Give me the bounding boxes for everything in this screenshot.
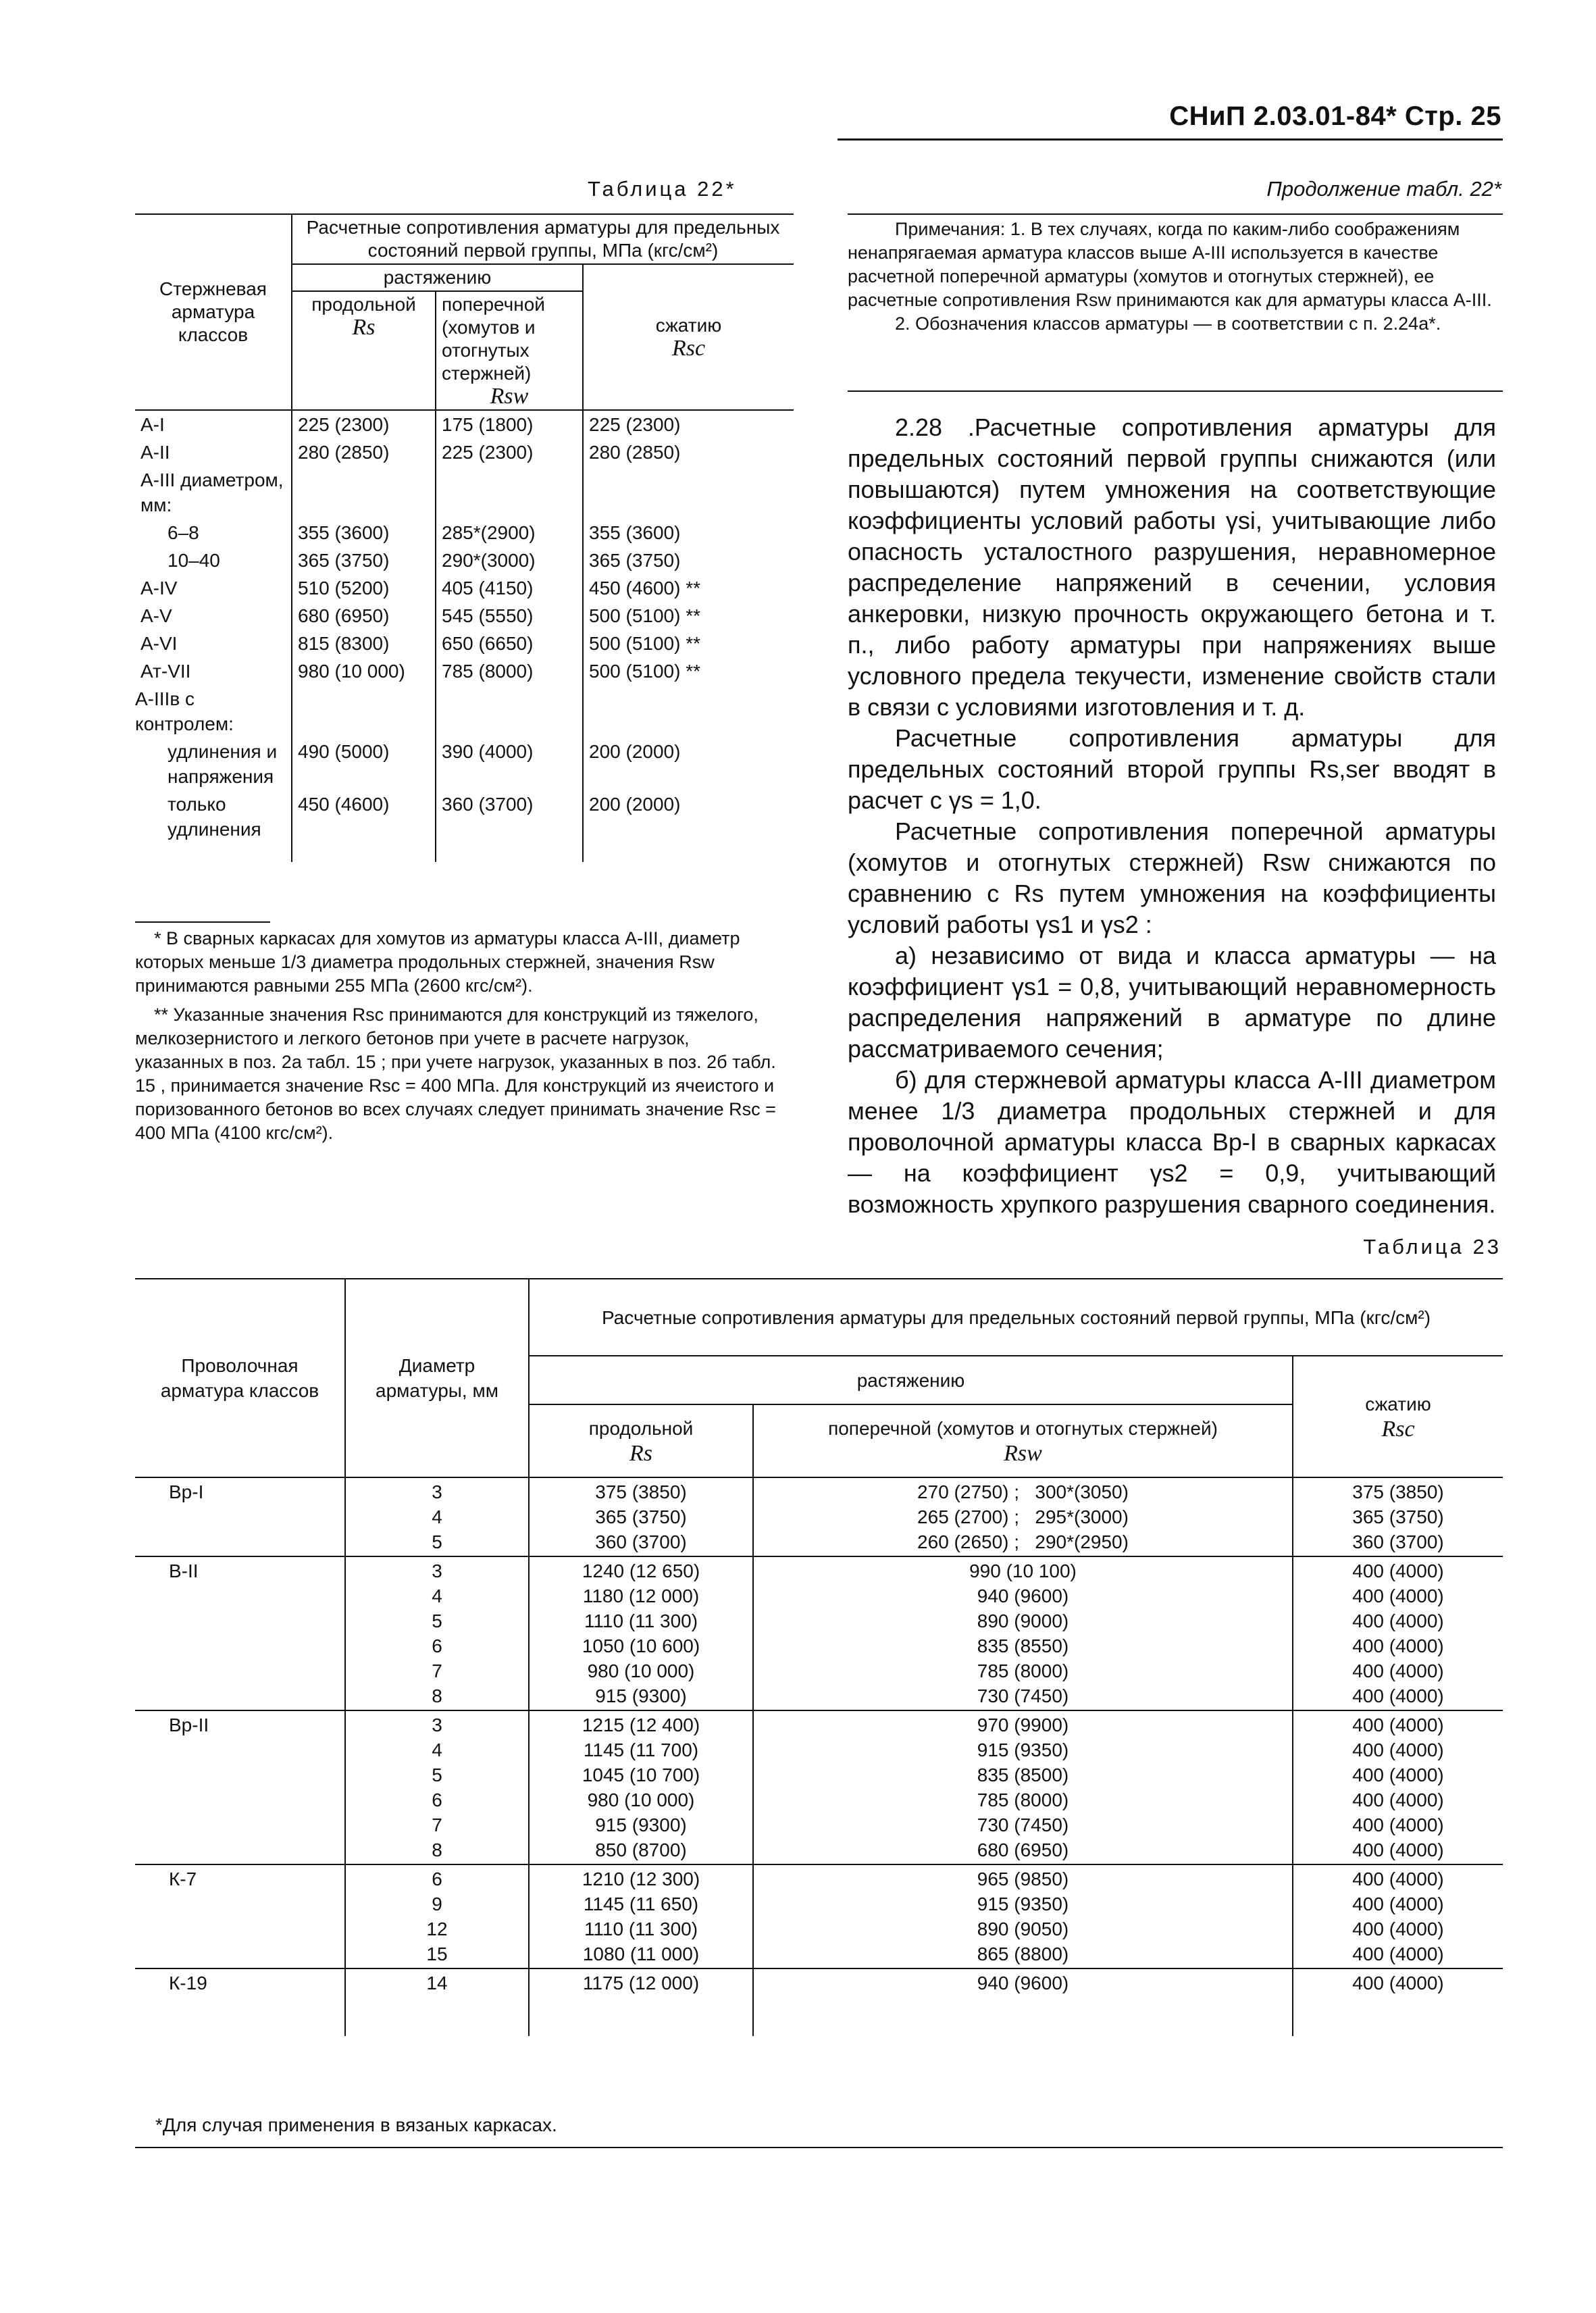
table22 xyxy=(135,213,794,862)
t22-cell-cls: А-IIIв с контролем: xyxy=(135,688,234,734)
t23-cell-rsc: 400 (4000) xyxy=(1352,1918,1444,1939)
t23-cell-d: 6 xyxy=(432,1869,442,1889)
t23-cell-rsw: 915 (9350) xyxy=(977,1893,1069,1914)
t23-cell-rsc: 360 (3700) xyxy=(1352,1531,1444,1552)
t23-transverse-label: поперечной (хомутов и отогнутых стержней) xyxy=(828,1418,1218,1439)
t22-header-transverse xyxy=(436,291,583,410)
t23-cell-rsc: 400 (4000) xyxy=(1352,1635,1444,1656)
t23-cell-rsc: 400 (4000) xyxy=(1352,1893,1444,1914)
t23-longitudinal-label: продольной xyxy=(588,1418,694,1439)
page-header: СНиП 2.03.01-84* Стр. 25 xyxy=(1169,101,1501,131)
t23-cell-rsc: 400 (4000) xyxy=(1352,1585,1444,1606)
t23-rs-symbol: Rs xyxy=(629,1441,652,1466)
t22-cell-rsc: 365 (3750) xyxy=(583,547,794,574)
t23-header-main: Расчетные сопротивления арматуры для предельных состояний первой группы, МПа (кгс/см²) xyxy=(529,1279,1503,1356)
t22-cell-rs xyxy=(292,466,436,519)
t22-cell-rs: 365 (3750) xyxy=(292,547,436,574)
table-row xyxy=(135,410,794,438)
t22-cell-rs: 680 (6950) xyxy=(292,602,436,630)
table-row xyxy=(135,1968,1503,2036)
table-row xyxy=(135,1477,1503,1556)
t23-cell-rsw: 940 (9600) xyxy=(977,1973,1069,1993)
t23-cell-rsc: 400 (4000) xyxy=(1352,1869,1444,1889)
t23-cell-rs: 1180 (12 000) xyxy=(582,1585,700,1606)
t22-cell-cls: Ат-VII xyxy=(140,661,191,682)
t22-cell-rs xyxy=(292,685,436,738)
t22-footnote-rule xyxy=(135,921,270,923)
t22-cell-rsc: 200 (2000) xyxy=(583,738,794,790)
t22-cell-rsc: 500 (5100) ** xyxy=(583,602,794,630)
t23-cell-rs: 1175 (12 000) xyxy=(582,1973,700,1993)
t23-cell-rsw: 835 (8550) xyxy=(977,1635,1069,1656)
t22-cell-rs: 225 (2300) xyxy=(292,410,436,438)
t22-header-main: Расчетные сопротивления арматуры для предельных состояний первой группы, МПа (кгс/см²) xyxy=(292,214,794,264)
t22-cell-rsc: 355 (3600) xyxy=(583,519,794,547)
table-row xyxy=(135,1556,1503,1710)
t23-cell-rs: 1110 (11 300) xyxy=(584,1610,698,1631)
t22-rs-symbol: Rs xyxy=(352,315,376,340)
t22-cell-rsc: 500 (5100) ** xyxy=(583,657,794,685)
t23-rsw-symbol: Rsw xyxy=(1004,1441,1042,1466)
t23-cell-d: 3 xyxy=(432,1560,442,1581)
t23-cell-rsw: 890 (9000) xyxy=(977,1610,1069,1631)
t22-cell-rsc: 225 (2300) xyxy=(583,410,794,438)
t23-cell-d: 4 xyxy=(432,1506,442,1527)
t23-cell-rsw: 965 (9850) xyxy=(977,1869,1069,1889)
t23-cell-rsw: 265 (2700) ; 295*(3000) xyxy=(917,1506,1129,1527)
t23-cell-rsc: 365 (3750) xyxy=(1352,1506,1444,1527)
para-transverse: Расчетные сопротивления поперечной арматуры (хомутов и отогнутых стержней) Rsw снижаются по сравнению с Rs путем умножения на коэффициенты условий работы γs1 и γs2 : xyxy=(848,817,1496,938)
t23-cell-d: 5 xyxy=(432,1764,442,1785)
t23-cell-d: 15 xyxy=(426,1943,448,1964)
t22-cell-rsw: 175 (1800) xyxy=(436,410,583,438)
table23 xyxy=(135,1278,1503,2036)
t22-cell-cls: A-II xyxy=(140,442,170,463)
t23-cell-d: 12 xyxy=(426,1918,448,1939)
t23-cell-rs: 1050 (10 600) xyxy=(582,1635,700,1656)
t23-cell-rsw: 260 (2650) ; 290*(2950) xyxy=(917,1531,1129,1552)
page-end-rule xyxy=(135,2147,1503,2148)
para-second-group: Расчетные сопротивления арматуры для предельных состояний второй группы Rs,ser вводят в расчет с γs = 1,0. xyxy=(848,724,1496,814)
table-row xyxy=(135,547,794,574)
t23-cell-rsc: 400 (4000) xyxy=(1352,1610,1444,1631)
table-row xyxy=(135,574,794,602)
t23-cell-rsw: 940 (9600) xyxy=(977,1585,1069,1606)
t23-cell-class: К-19 xyxy=(169,1973,207,1993)
t23-cell-class: Вр-II xyxy=(169,1714,209,1735)
t22-header-tension: растяжению xyxy=(292,264,583,291)
t23-cell-rs: 1080 (11 000) xyxy=(582,1943,700,1964)
t23-cell-d: 4 xyxy=(432,1585,442,1606)
t22-cell-rsw: 225 (2300) xyxy=(436,438,583,466)
t23-header-compression xyxy=(1293,1356,1503,1477)
header-rule xyxy=(838,138,1503,141)
t22-cell-rsc: 280 (2850) xyxy=(583,438,794,466)
table23-caption: Таблица 23 xyxy=(1363,1235,1501,1259)
t22-cell-rsc xyxy=(583,466,794,519)
t23-cell-rsw: 270 (2750) ; 300*(3050) xyxy=(917,1481,1129,1502)
t22-cell-rsw: 405 (4150) xyxy=(436,574,583,602)
t22-cell-rs: 815 (8300) xyxy=(292,630,436,657)
t22-cell-rsc xyxy=(583,685,794,738)
t22-compression-label: сжатию xyxy=(655,315,722,336)
t23-header-diameter: Диаметр арматуры, мм xyxy=(345,1279,529,1477)
table-row xyxy=(135,630,794,657)
table-row xyxy=(135,657,794,685)
t22-rsc-symbol: Rsc xyxy=(671,336,706,361)
t23-cell-rsw: 730 (7450) xyxy=(977,1814,1069,1835)
t22-rsw-symbol: Rsw xyxy=(490,384,529,409)
t22-cell-cls: A-III диаметром, мм: xyxy=(140,469,284,515)
t22-cell-rsw: 545 (5550) xyxy=(436,602,583,630)
t23-cell-d: 4 xyxy=(432,1739,442,1760)
t22-cell-rs: 490 (5000) xyxy=(292,738,436,790)
t23-cell-rs: 980 (10 000) xyxy=(587,1789,695,1810)
table-row xyxy=(135,602,794,630)
t22-cell-rsw xyxy=(436,685,583,738)
t23-cell-d: 14 xyxy=(426,1973,448,1993)
t23-cell-rs: 1110 (11 300) xyxy=(584,1918,698,1939)
t22-cell-rsc: 450 (4600) ** xyxy=(583,574,794,602)
t23-cell-rsc: 400 (4000) xyxy=(1352,1685,1444,1706)
table-row xyxy=(135,519,794,547)
t22-cell-cls: удлинения и напряжения xyxy=(168,741,278,787)
note-1: Примечания: 1. В тех случаях, когда по каким-либо соображениям ненапрягаемая арматура классов выше А-III используется в качестве расчетной поперечной арматуры (хомутов и отогнутых стержней), ее расчетные сопротивления Rsw принимаются как для арматуры класса А-III. xyxy=(848,219,1492,310)
continuation-caption: Продолжение табл. 22* xyxy=(1266,177,1501,201)
t23-cell-rsw: 865 (8800) xyxy=(977,1943,1069,1964)
t22-header-compression xyxy=(583,264,794,410)
t22-cell-rsw: 390 (4000) xyxy=(436,738,583,790)
t23-cell-d: 9 xyxy=(432,1893,442,1914)
t23-cell-rs: 1045 (10 700) xyxy=(582,1764,700,1785)
t23-cell-rsw: 680 (6950) xyxy=(977,1839,1069,1860)
t22-cell-rs: 510 (5200) xyxy=(292,574,436,602)
t22-cell-cls: A-V xyxy=(140,605,172,626)
t23-cell-rsw: 990 (10 100) xyxy=(969,1560,1077,1581)
t22-cell-cls: A-IV xyxy=(140,578,178,599)
t22-cell-rsw: 290*(3000) xyxy=(436,547,583,574)
table-row xyxy=(135,1864,1503,1968)
t22-cell-rs: 280 (2850) xyxy=(292,438,436,466)
t23-cell-d: 7 xyxy=(432,1814,442,1835)
t23-cell-rsc: 400 (4000) xyxy=(1352,1764,1444,1785)
t23-cell-rsc: 400 (4000) xyxy=(1352,1943,1444,1964)
t23-cell-rsc: 400 (4000) xyxy=(1352,1973,1444,1993)
table-row xyxy=(135,790,794,862)
para-a: а) независимо от вида и класса арматуры — на коэффициент γs1 = 0,8, учитывающий неравномерность распределения напряжений в арматуре по длине рассматриваемого сечения; xyxy=(848,942,1496,1063)
t22-cell-rs: 450 (4600) xyxy=(292,790,436,862)
t23-header-class: Проволочная арматура классов xyxy=(135,1279,345,1477)
t23-cell-d: 5 xyxy=(432,1610,442,1631)
t22-transverse-label: поперечной (хомутов и отогнутых стержней) xyxy=(442,294,545,384)
t23-cell-rsc: 400 (4000) xyxy=(1352,1560,1444,1581)
t23-cell-rs: 1240 (12 650) xyxy=(582,1560,700,1581)
t22-cell-rs: 980 (10 000) xyxy=(292,657,436,685)
continuation-notes xyxy=(848,218,1496,336)
table-row xyxy=(135,685,794,738)
t23-cell-class: К-7 xyxy=(169,1869,197,1889)
t22-cell-rsw: 785 (8000) xyxy=(436,657,583,685)
t23-footnote: *Для случая применения в вязаных каркасах. xyxy=(155,2114,557,2135)
t23-cell-rsc: 400 (4000) xyxy=(1352,1660,1444,1681)
t23-cell-rs: 1145 (11 700) xyxy=(583,1739,699,1760)
t22-cell-rsc: 200 (2000) xyxy=(583,790,794,862)
para-2-28: 2.28 .Расчетные сопротивления арматуры для предельных состояний первой группы снижаются (или повышаются) путем умножения на соответствующие коэффициенты условий работы γsi, учитывающие либо опасность усталостного разрушения, неравномерное распределение напряжений в сечении, условия анкеровки, низкую прочность окружающего бетона и т. п., либо работу арматуры при напряжениях выше условного предела текучести, изменение свойств стали в связи с условиями изготовления и т. д. xyxy=(848,413,1496,721)
t22-cell-rsw xyxy=(436,466,583,519)
t22-cell-cls: 10–40 xyxy=(168,550,220,571)
t22-longitudinal-label: продольной xyxy=(311,294,416,315)
t22-footnote-1: * В сварных каркасах для хомутов из арматуры класса А-III, диаметр которых меньше 1/3 диаметра продольных стержней, значения Rsw принимаются равными 255 МПа (2600 кгс/см²). xyxy=(135,928,740,996)
t23-header-transverse xyxy=(753,1404,1293,1477)
table-row xyxy=(135,438,794,466)
table-row xyxy=(135,1710,1503,1864)
t22-cell-rsw: 360 (3700) xyxy=(436,790,583,862)
continuation-rule-top xyxy=(848,213,1503,215)
t23-cell-rsw: 970 (9900) xyxy=(977,1714,1069,1735)
continuation-rule-bottom xyxy=(848,390,1503,392)
t23-cell-rsw: 835 (8500) xyxy=(977,1764,1069,1785)
t23-cell-d: 3 xyxy=(432,1714,442,1735)
t23-cell-rs: 850 (8700) xyxy=(595,1839,687,1860)
t23-cell-rs: 980 (10 000) xyxy=(587,1660,695,1681)
t23-cell-rs: 375 (3850) xyxy=(595,1481,687,1502)
t23-header-tension: растяжению xyxy=(529,1356,1293,1404)
t23-cell-rs: 1210 (12 300) xyxy=(582,1869,700,1889)
t22-cell-cls: только удлинения xyxy=(168,794,261,840)
t23-cell-rs: 1215 (12 400) xyxy=(582,1714,700,1735)
t22-cell-rs: 355 (3600) xyxy=(292,519,436,547)
t23-cell-rs: 1145 (11 650) xyxy=(583,1893,699,1914)
t23-cell-d: 7 xyxy=(432,1660,442,1681)
t23-cell-rsw: 730 (7450) xyxy=(977,1685,1069,1706)
t23-cell-rs: 915 (9300) xyxy=(595,1685,687,1706)
t23-cell-rs: 915 (9300) xyxy=(595,1814,687,1835)
t22-header-class: Стержневая арматура классов xyxy=(135,214,292,410)
t22-cell-cls: 6–8 xyxy=(168,522,199,543)
t23-cell-d: 6 xyxy=(432,1789,442,1810)
t23-cell-rsw: 915 (9350) xyxy=(977,1739,1069,1760)
t22-cell-rsw: 650 (6650) xyxy=(436,630,583,657)
t23-cell-d: 8 xyxy=(432,1839,442,1860)
t23-cell-d: 6 xyxy=(432,1635,442,1656)
t22-footnotes xyxy=(135,927,777,1145)
t23-cell-rsc: 400 (4000) xyxy=(1352,1714,1444,1735)
t23-cell-class: В-II xyxy=(169,1560,199,1581)
table-row xyxy=(135,466,794,519)
t22-cell-cls: A-I xyxy=(140,414,165,435)
t23-cell-rsc: 400 (4000) xyxy=(1352,1789,1444,1810)
t23-header-longitudinal xyxy=(529,1404,753,1477)
t22-cell-rsc: 500 (5100) ** xyxy=(583,630,794,657)
t23-cell-rsw: 890 (9050) xyxy=(977,1918,1069,1939)
t23-cell-d: 8 xyxy=(432,1685,442,1706)
section-2-28 xyxy=(848,412,1496,1220)
t23-cell-rs: 365 (3750) xyxy=(595,1506,687,1527)
note-2: 2. Обозначения классов арматуры — в соответствии с п. 2.24а*. xyxy=(895,313,1441,334)
t23-cell-rsc: 375 (3850) xyxy=(1352,1481,1444,1502)
t23-cell-class: Вр-I xyxy=(169,1481,204,1502)
t22-cell-cls: A-VI xyxy=(140,633,178,654)
table-row xyxy=(135,738,794,790)
t23-cell-rs: 360 (3700) xyxy=(595,1531,687,1552)
t22-footnote-2: ** Указанные значения Rsc принимаются для конструкций из тяжелого, мелкозернистого и легкого бетонов при учете в расчете нагрузок, указанных в поз. 2а табл. 15 ; при учете нагрузок, указанных в поз. 2б табл. 15 , принимается значение Rsc = 400 МПа. Для конструкций из ячеистого и поризованного бетонов во всех случаях следует принимать значение Rsc = 400 МПа (4100 кгс/см²). xyxy=(135,1005,776,1143)
t23-cell-rsw: 785 (8000) xyxy=(977,1789,1069,1810)
para-b: б) для стержневой арматуры класса А-III диаметром менее 1/3 диаметра продольных стержней и для проволочной арматуры класса Вр-I в сварных каркасах — на коэффициент γs2 = 0,9, учитывающий возможность хрупкого разрушения сварного соединения. xyxy=(848,1066,1496,1218)
t23-cell-rsc: 400 (4000) xyxy=(1352,1839,1444,1860)
table22-caption: Таблица 22* xyxy=(588,177,737,201)
t22-header-longitudinal xyxy=(292,291,436,410)
t23-compression-label: сжатию xyxy=(1365,1394,1431,1415)
t23-cell-rsw: 785 (8000) xyxy=(977,1660,1069,1681)
t23-cell-rsc: 400 (4000) xyxy=(1352,1739,1444,1760)
t23-cell-rsc: 400 (4000) xyxy=(1352,1814,1444,1835)
t23-cell-d: 5 xyxy=(432,1531,442,1552)
t23-rsc-symbol: Rsc xyxy=(1381,1417,1415,1442)
t22-cell-rsw: 285*(2900) xyxy=(436,519,583,547)
t23-cell-d: 3 xyxy=(432,1481,442,1502)
